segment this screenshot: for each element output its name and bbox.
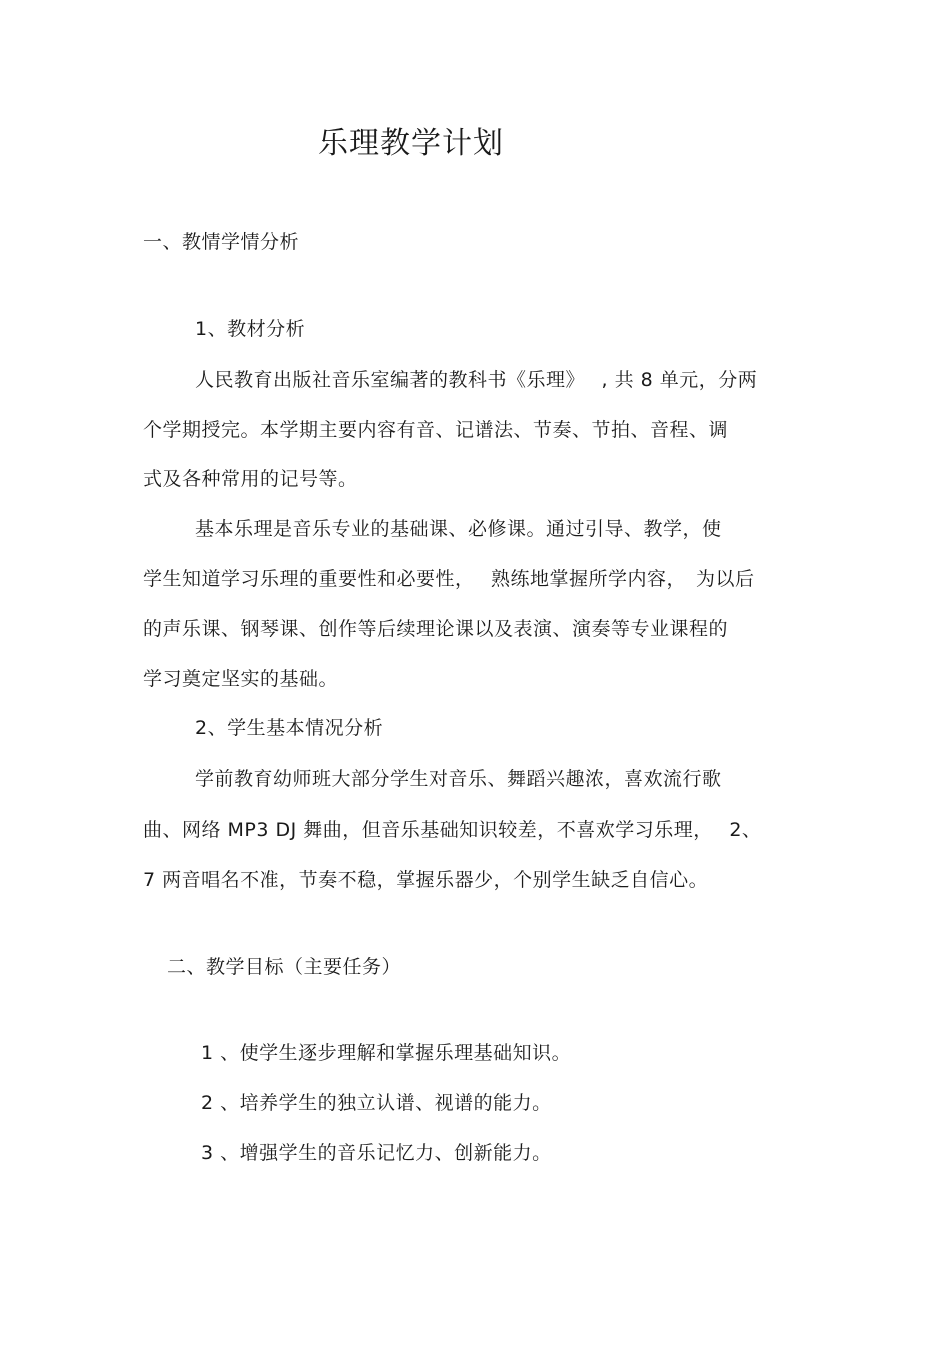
paragraph-line: 个学期授完。本学期主要内容有音、记谱法、节奏、节拍、音程、调 <box>143 419 729 441</box>
goal-item: 2 、培养学生的独立认谱、视谱的能力。 <box>201 1092 552 1114</box>
paragraph-line: 学前教育幼师班大部分学生对音乐、舞蹈兴趣浓，喜欢流行歌 <box>195 768 722 790</box>
section-heading-analysis: 一、教情学情分析 <box>143 231 300 253</box>
section-heading-goals: 二、教学目标（主要任务） <box>167 956 402 978</box>
paragraph-line: 人民教育出版社音乐室编著的教科书《乐理》 , 共 8 单元，分两 <box>195 369 758 391</box>
goal-item: 1 、使学生逐步理解和掌握乐理基础知识。 <box>201 1042 572 1064</box>
paragraph-line: 7 两音唱名不准，节奏不稳，掌握乐器少，个别学生缺乏自信心。 <box>143 869 709 891</box>
paragraph-line: 学生知道学习乐理的重要性和必要性， 熟练地掌握所学内容， 为以后 <box>143 568 755 590</box>
document-title: 乐理教学计划 <box>318 126 504 161</box>
paragraph-line: 学习奠定坚实的基础。 <box>143 668 339 690</box>
subsection-heading-textbook: 1、教材分析 <box>195 318 306 340</box>
paragraph-line: 的声乐课、钢琴课、创作等后续理论课以及表演、演奏等专业课程的 <box>143 618 729 640</box>
goal-item: 3 、增强学生的音乐记忆力、创新能力。 <box>201 1142 552 1164</box>
paragraph-line: 式及各种常用的记号等。 <box>143 468 358 490</box>
paragraph-line: 基本乐理是音乐专业的基础课、必修课。通过引导、教学，使 <box>195 518 722 540</box>
paragraph-line: 曲、网络 MP3 DJ 舞曲，但音乐基础知识较差，不喜欢学习乐理， 2、 <box>143 819 762 841</box>
subsection-heading-students: 2、学生基本情况分析 <box>195 717 384 739</box>
